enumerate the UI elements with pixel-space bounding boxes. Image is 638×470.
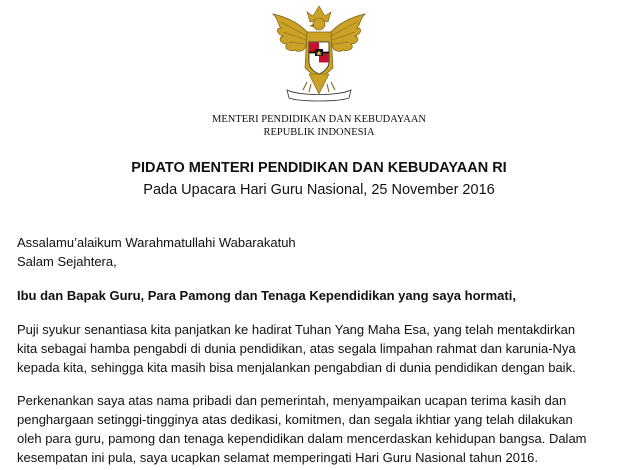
- paragraph-2-line: kesempatan ini pula, saya ucapkan selamat memperingati Hari Guru Nasional tahun 2016.: [17, 450, 539, 465]
- document-title: PIDATO MENTERI PENDIDIKAN DAN KEBUDAYAAN RI: [131, 160, 507, 176]
- paragraph-2-line: penghargaan setinggi-tingginya atas dedikasi, komitmen, dan segala ikhtiar yang telah dilakukan: [17, 412, 573, 427]
- letterhead-country: REPUBLIK INDONESIA: [263, 127, 375, 138]
- paragraph-1-line: Puji syukur senantiasa kita panjatkan ke hadirat Tuhan Yang Maha Esa, yang telah mentakdirkan: [17, 322, 576, 337]
- paragraph-2-line: Perkenankan saya atas nama pribadi dan pemerintah, menyampaikan ucapan terima kasih dan: [17, 393, 567, 408]
- document-subtitle: Pada Upacara Hari Guru Nasional, 25 November 2016: [143, 182, 495, 198]
- salutation: Ibu dan Bapak Guru, Para Pamong dan Tenaga Kependidikan yang saya hormati,: [17, 288, 516, 303]
- greeting-line-1: Assalamu’alaikum Warahmatullahi Wabarakatuh: [17, 235, 296, 250]
- garuda-emblem-icon: [269, 2, 369, 106]
- paragraph-2-line: oleh para guru, pamong dan tenaga kependidikan dalam mencerdaskan kehidupan bangsa. Dalam: [17, 431, 587, 446]
- letterhead-ministry: MENTERI PENDIDIKAN DAN KEBUDAYAAN: [212, 114, 426, 125]
- paragraph-1-line: kepada kita, sehingga kita masih bisa menjalankan pengabdian di dunia pendidikan dengan baik.: [17, 360, 576, 375]
- paragraph-1-line: kita sebagai hamba pengabdi di dunia pendidikan, atas segala limpahan rahmat dan karunia-Nya: [17, 341, 576, 356]
- greeting-line-2: Salam Sejahtera,: [17, 254, 117, 269]
